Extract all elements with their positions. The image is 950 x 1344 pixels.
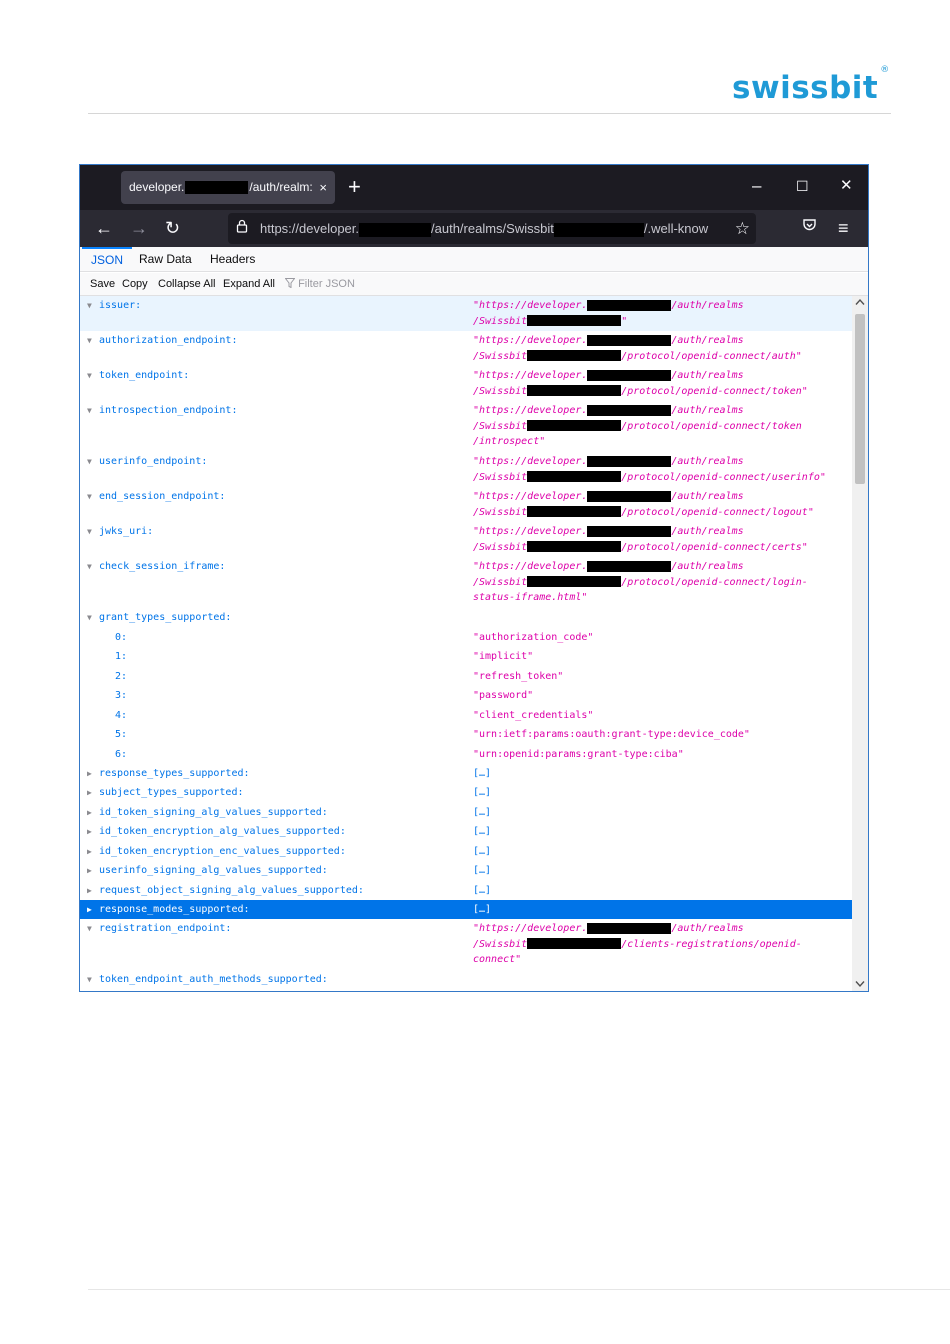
value-text: /clients-registrations/openid-	[621, 938, 802, 950]
value-text: "https://developer.	[473, 561, 588, 572]
filter-placeholder: Filter JSON	[298, 278, 355, 290]
json-value: "client_credentials"	[473, 710, 594, 721]
value-text: /protocol/openid-connect/userinfo"	[621, 471, 826, 483]
value-text: "https://developer.	[473, 370, 588, 381]
expanded-icon[interactable]: ▼	[87, 301, 92, 310]
value-text: /Swissbit	[473, 506, 528, 518]
lock-icon	[236, 213, 248, 244]
save-button[interactable]: Save	[90, 278, 116, 290]
array-index: 5:	[115, 729, 128, 740]
json-value: "urn:ietf:params:oauth:grant-type:device_code"	[473, 729, 750, 740]
pocket-icon[interactable]	[802, 216, 817, 240]
value-text: /auth/realms	[671, 370, 744, 381]
json-row-id-token-encryption-enc[interactable]	[80, 842, 852, 861]
redaction-box	[587, 370, 671, 381]
json-row-grant-type-3[interactable]	[80, 686, 852, 706]
json-key: userinfo_signing_alg_values_supported:	[99, 865, 328, 876]
json-value	[473, 559, 833, 606]
expanded-icon[interactable]: ▼	[87, 336, 92, 345]
value-text: /introspect"	[473, 436, 546, 447]
tab-title-prefix: developer.	[129, 180, 185, 194]
array-index: 0:	[115, 632, 128, 643]
navigation-bar	[80, 210, 868, 247]
close-window-icon[interactable]: ✕	[840, 177, 853, 194]
json-row-token-endpoint-auth-methods[interactable]	[80, 970, 852, 990]
value-text: /auth/realms	[671, 561, 744, 572]
redaction-box	[554, 223, 644, 237]
json-row-check-session-iframe[interactable]	[80, 557, 852, 608]
tab-title-suffix: /auth/realm:	[249, 180, 313, 194]
json-row-response-modes-supported[interactable]	[80, 900, 852, 919]
json-value	[473, 403, 833, 450]
value-text: /Swissbit	[473, 541, 528, 553]
value-text: /auth/realms	[671, 300, 744, 311]
json-row-grant-type-5[interactable]	[80, 725, 852, 745]
json-value	[473, 298, 833, 329]
json-key: registration_endpoint:	[99, 923, 232, 934]
value-text: connect"	[473, 954, 522, 965]
reload-icon[interactable]: ↻	[165, 218, 181, 238]
json-key: grant_types_supported:	[99, 612, 232, 623]
json-row-subject-types-supported[interactable]	[80, 783, 852, 803]
copy-button[interactable]: Copy	[122, 278, 148, 290]
url-text-3: /.well-know	[643, 221, 709, 236]
json-value	[473, 454, 833, 485]
value-text: /protocol/openid-connect/token"	[621, 385, 808, 397]
json-key: response_types_supported:	[99, 768, 250, 779]
value-text: /auth/realms	[671, 526, 744, 537]
json-value: "implicit"	[473, 651, 534, 662]
json-row-id-token-signing-alg[interactable]	[80, 803, 852, 822]
url-text-2: /auth/realms/Swissbit	[431, 221, 554, 236]
json-key: response_modes_supported:	[99, 904, 250, 915]
collapse-all-button[interactable]: Collapse All	[158, 278, 216, 290]
redaction-box	[527, 938, 621, 949]
collapsed-icon[interactable]: ▶	[87, 769, 92, 778]
json-key: end_session_endpoint:	[99, 491, 226, 502]
json-key: check_session_iframe:	[99, 561, 226, 572]
json-key: token_endpoint:	[99, 370, 190, 381]
redaction-box	[359, 223, 431, 237]
value-text: /protocol/openid-connect/certs"	[621, 541, 808, 553]
redaction-box	[587, 405, 671, 416]
json-value: […]	[473, 768, 492, 779]
filter-json-input[interactable]	[285, 273, 355, 296]
value-text: "	[621, 315, 628, 327]
redaction-box	[527, 541, 621, 552]
value-text: /protocol/openid-connect/login-	[621, 576, 808, 588]
back-icon[interactable]: ←	[95, 218, 113, 238]
json-key: id_token_encryption_alg_values_supported:	[99, 826, 346, 837]
json-row-userinfo-signing-alg[interactable]	[80, 861, 852, 881]
value-text: /protocol/openid-connect/logout"	[621, 506, 814, 518]
value-text: /Swissbit	[473, 471, 528, 483]
json-value: […]	[473, 807, 492, 818]
json-row-grant-type-2[interactable]	[80, 667, 852, 686]
expanded-icon[interactable]: ▼	[87, 924, 92, 933]
redaction-box	[185, 181, 248, 194]
json-value: […]	[473, 846, 492, 857]
value-text: /auth/realms	[671, 405, 744, 416]
json-row-grant-type-1[interactable]	[80, 647, 852, 667]
array-index: 1:	[115, 651, 128, 662]
collapsed-icon[interactable]: ▶	[87, 808, 92, 817]
scroll-up-icon[interactable]	[855, 298, 865, 309]
json-value	[473, 368, 833, 399]
redaction-box	[527, 315, 621, 326]
json-row-end-session-endpoint[interactable]	[80, 487, 852, 522]
browser-tab[interactable]	[121, 171, 335, 204]
expanded-icon[interactable]: ▼	[87, 457, 92, 466]
expand-all-button[interactable]: Expand All	[223, 278, 275, 290]
value-text: /auth/realms	[671, 923, 744, 934]
tab-raw-data[interactable]: Raw Data	[139, 252, 192, 266]
json-value	[473, 524, 833, 555]
collapsed-icon[interactable]: ▶	[87, 905, 92, 914]
vertical-scrollbar[interactable]	[852, 296, 868, 992]
expanded-icon[interactable]: ▼	[87, 527, 92, 536]
value-text: "https://developer.	[473, 335, 588, 346]
browser-window	[79, 164, 869, 992]
tab-close-icon[interactable]: ×	[319, 180, 327, 195]
json-value: "urn:openid:params:grant-type:ciba"	[473, 749, 684, 760]
redaction-box	[587, 300, 671, 311]
value-text: /Swissbit	[473, 350, 528, 362]
json-row-grant-type-4[interactable]	[80, 706, 852, 725]
json-row-issuer[interactable]	[80, 296, 852, 331]
value-text: "https://developer.	[473, 300, 588, 311]
json-tree	[80, 296, 852, 992]
value-text: /Swissbit	[473, 938, 528, 950]
forward-icon[interactable]: →	[130, 218, 148, 238]
registered-mark: ®	[880, 64, 890, 75]
json-row-jwks-uri[interactable]	[80, 522, 852, 557]
json-row-request-object-signing-alg[interactable]	[80, 881, 852, 900]
json-key: authorization_endpoint:	[99, 335, 238, 346]
json-row-token-endpoint[interactable]	[80, 366, 852, 401]
json-row-id-token-encryption-alg[interactable]	[80, 822, 852, 842]
value-text: /auth/realms	[671, 456, 744, 467]
collapsed-icon[interactable]: ▶	[87, 886, 92, 895]
array-index: 6:	[115, 749, 128, 760]
json-row-grant-types-supported[interactable]	[80, 608, 852, 628]
value-text: /Swissbit	[473, 385, 528, 397]
value-text: /auth/realms	[671, 335, 744, 346]
redaction-box	[527, 385, 621, 396]
value-text: /protocol/openid-connect/auth"	[621, 350, 802, 362]
json-key: id_token_encryption_enc_values_supported:	[99, 846, 346, 857]
json-value	[473, 333, 833, 364]
collapsed-icon[interactable]: ▶	[87, 827, 92, 836]
json-value: […]	[473, 904, 492, 915]
redaction-box	[587, 335, 671, 346]
json-key: token_endpoint_auth_methods_supported:	[99, 974, 328, 985]
value-text: /Swissbit	[473, 576, 528, 588]
minimize-icon[interactable]: –	[752, 176, 762, 195]
json-row-authorization-endpoint[interactable]	[80, 331, 852, 366]
json-value: […]	[473, 787, 492, 798]
json-row-registration-endpoint[interactable]	[80, 919, 852, 970]
redaction-box	[587, 526, 671, 537]
value-text: "https://developer.	[473, 923, 588, 934]
expanded-icon[interactable]: ▼	[87, 406, 92, 415]
value-text: /protocol/openid-connect/token	[621, 420, 802, 432]
array-index: 3:	[115, 690, 128, 701]
value-text: /auth/realms	[671, 491, 744, 502]
json-viewer-tabs	[80, 247, 868, 272]
json-value	[473, 921, 833, 968]
scrollbar-thumb[interactable]	[855, 314, 865, 484]
expanded-icon[interactable]: ▼	[87, 562, 92, 571]
json-value: […]	[473, 885, 492, 896]
value-text: "https://developer.	[473, 456, 588, 467]
value-text: /Swissbit	[473, 315, 528, 327]
redaction-box	[587, 491, 671, 502]
json-value: "refresh_token"	[473, 671, 564, 682]
json-key: jwks_uri:	[99, 526, 154, 537]
url-bar[interactable]	[228, 213, 756, 244]
swissbit-logo	[732, 64, 890, 106]
logo-text: swissbit	[732, 70, 879, 106]
redaction-box	[587, 561, 671, 572]
bookmark-star-icon[interactable]: ☆	[734, 219, 750, 238]
value-text: "https://developer.	[473, 405, 588, 416]
redaction-box	[527, 506, 621, 517]
footer-divider	[88, 1289, 950, 1290]
redaction-box	[527, 350, 621, 361]
new-tab-icon[interactable]: +	[348, 174, 361, 199]
redaction-box	[587, 923, 671, 934]
json-key: request_object_signing_alg_values_supported:	[99, 885, 364, 896]
url-text-1: https://developer.	[260, 221, 360, 236]
expanded-icon[interactable]: ▼	[87, 975, 92, 984]
collapsed-icon[interactable]: ▶	[87, 847, 92, 856]
json-value: "password"	[473, 690, 534, 701]
filter-icon	[285, 278, 295, 288]
json-key: introspection_endpoint:	[99, 405, 238, 416]
json-row-response-types-supported[interactable]	[80, 764, 852, 783]
expanded-icon[interactable]: ▼	[87, 371, 92, 380]
value-text: /Swissbit	[473, 420, 528, 432]
tab-json[interactable]: JSON	[82, 247, 132, 272]
value-text: "https://developer.	[473, 491, 588, 502]
json-row-userinfo-endpoint[interactable]	[80, 452, 852, 487]
array-index: 4:	[115, 710, 128, 721]
json-key: subject_types_supported:	[99, 787, 244, 798]
json-value	[473, 489, 833, 520]
tab-headers[interactable]: Headers	[210, 252, 256, 266]
redaction-box	[527, 420, 621, 431]
expanded-icon[interactable]: ▼	[87, 492, 92, 501]
array-index: 2:	[115, 671, 128, 682]
json-key: id_token_signing_alg_values_supported:	[99, 807, 328, 818]
value-text: status-iframe.html"	[473, 592, 588, 603]
maximize-icon[interactable]: ☐	[796, 178, 809, 194]
scroll-down-icon[interactable]	[855, 980, 865, 991]
json-value: […]	[473, 826, 492, 837]
redaction-box	[527, 576, 621, 587]
tab-bar	[80, 165, 868, 210]
menu-icon[interactable]: ≡	[838, 218, 849, 238]
header-divider	[88, 113, 891, 114]
json-row-grant-type-0[interactable]	[80, 628, 852, 647]
value-text: "https://developer.	[473, 526, 588, 537]
expanded-icon[interactable]: ▼	[87, 613, 92, 622]
json-value: "authorization_code"	[473, 632, 594, 643]
json-key: issuer:	[99, 300, 142, 311]
json-row-grant-type-6[interactable]	[80, 745, 852, 764]
redaction-box	[527, 471, 621, 482]
redaction-box	[587, 456, 671, 467]
json-row-introspection-endpoint[interactable]	[80, 401, 852, 452]
json-toolbar	[80, 273, 868, 296]
json-value: […]	[473, 865, 492, 876]
collapsed-icon[interactable]: ▶	[87, 866, 92, 875]
json-key: userinfo_endpoint:	[99, 456, 208, 467]
collapsed-icon[interactable]: ▶	[87, 788, 92, 797]
